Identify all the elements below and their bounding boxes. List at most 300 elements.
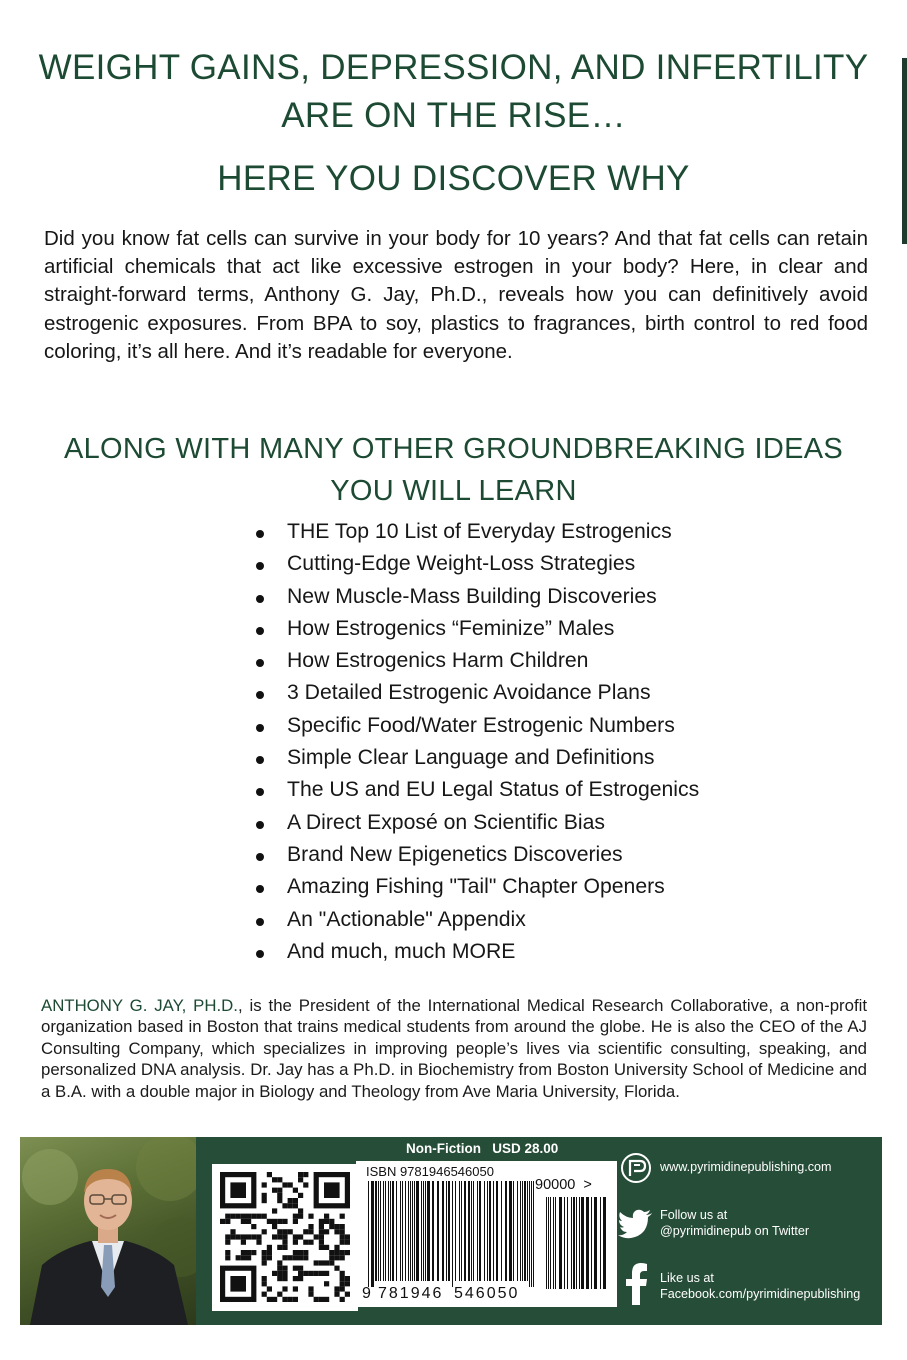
barcode-addon-bar (548, 1197, 549, 1289)
learn-heading (0, 428, 907, 512)
twitter-bird-icon (618, 1209, 654, 1239)
qr-module (288, 1297, 293, 1302)
qr-module (288, 1198, 293, 1203)
qr-module (267, 1245, 272, 1250)
list-item-text: New Muscle-Mass Building Discoveries (287, 584, 657, 608)
qr-module (319, 1234, 324, 1239)
qr-module (262, 1193, 267, 1198)
qr-module (246, 1234, 251, 1239)
qr-module (324, 1219, 329, 1224)
list-item (256, 807, 699, 839)
qr-module (236, 1214, 241, 1219)
qr-module (251, 1224, 256, 1229)
barcode-lead-digit: 9 (362, 1285, 371, 1302)
barcode-addon-bar (576, 1197, 577, 1289)
list-item (256, 839, 699, 871)
qr-module (303, 1255, 308, 1260)
list-item-text: How Estrogenics “Feminize” Males (287, 616, 615, 640)
qr-module (277, 1234, 282, 1239)
qr-module (225, 1214, 230, 1219)
qr-module (225, 1240, 230, 1245)
barcode-bar (531, 1181, 532, 1287)
qr-module (246, 1250, 251, 1255)
qr-module (345, 1292, 350, 1297)
qr-module (230, 1214, 235, 1219)
barcode-bar (390, 1181, 391, 1281)
qr-module (262, 1182, 267, 1187)
qr-module (324, 1245, 329, 1250)
headline (0, 44, 907, 140)
qr-module (298, 1255, 303, 1260)
qr-module (334, 1229, 339, 1234)
list-item (256, 710, 699, 742)
qr-module (267, 1286, 272, 1291)
qr-finder-center (324, 1182, 340, 1198)
qr-module (282, 1234, 287, 1239)
qr-module (282, 1276, 287, 1281)
qr-module (319, 1260, 324, 1265)
barcode-addon-bar (581, 1197, 584, 1289)
qr-module (272, 1234, 277, 1239)
bullet-dot-icon (256, 659, 264, 667)
qr-module (288, 1203, 293, 1208)
qr-module (308, 1292, 313, 1297)
list-item-text: An "Actionable" Appendix (287, 907, 526, 931)
author-name: ANTHONY G. JAY, PH.D. (41, 996, 238, 1015)
barcode-addon-bar (555, 1197, 556, 1289)
facebook-f-icon (626, 1263, 648, 1305)
barcode-addon-bar (559, 1197, 562, 1289)
qr-module (225, 1219, 230, 1224)
qr-module (277, 1193, 282, 1198)
qr-module (340, 1229, 345, 1234)
qr-module (319, 1229, 324, 1234)
qr-module (319, 1271, 324, 1276)
qr-module (267, 1250, 272, 1255)
qr-module (293, 1234, 298, 1239)
qr-module (324, 1271, 329, 1276)
qr-module (241, 1255, 246, 1260)
qr-module (324, 1229, 329, 1234)
barcode-addon-bar (591, 1197, 592, 1289)
qr-module (329, 1260, 334, 1265)
twitter-line-1: Follow us at (660, 1208, 728, 1222)
back-cover-banner (20, 1137, 882, 1325)
twitter-line-2: @pyrimidinepub on Twitter (660, 1224, 810, 1238)
barcode-bar (464, 1181, 466, 1281)
qr-module (272, 1219, 277, 1224)
qr-module (293, 1297, 298, 1302)
bullet-dot-icon (256, 562, 264, 570)
barcode-addon-bar (571, 1197, 572, 1289)
qr-module (303, 1229, 308, 1234)
author-bio-text: , is the President of the International Medical Research Collaborative, a non-profit organization based in Boston that trains medical students from around the globe. He is also the CEO of the AJ Consulting Company, which specializes in improving people’s lives via scientific consulting, speaking, and personalized DNA analysis. Dr. Jay has a Ph.D. in Biochemistry from Boston University School of Medicine and a B.A. with a double major in Biology and Theology from Ave Maria University, Florida. (41, 996, 868, 1101)
qr-module (262, 1198, 267, 1203)
qr-module (256, 1214, 261, 1219)
twitter-follow (660, 1207, 809, 1239)
barcode-bar (487, 1181, 488, 1281)
qr-module (251, 1250, 256, 1255)
qr-module (277, 1188, 282, 1193)
bullet-dot-icon (256, 918, 264, 926)
qr-code (212, 1164, 358, 1311)
barcode-digits-left: 781946 (378, 1285, 444, 1302)
qr-module (308, 1271, 313, 1276)
barcode-bar (425, 1181, 426, 1281)
qr-module (324, 1281, 329, 1286)
qr-module (225, 1250, 230, 1255)
qr-module (303, 1250, 308, 1255)
barcode-bar (489, 1181, 491, 1281)
list-item-text: THE Top 10 List of Everyday Estrogenics (287, 520, 672, 543)
qr-module (293, 1286, 298, 1291)
qr-module (241, 1219, 246, 1224)
list-item-text: The US and EU Legal Status of Estrogenics (287, 778, 700, 802)
qr-module (246, 1214, 251, 1219)
barcode-bar (493, 1181, 494, 1281)
price-label: USD 28.00 (492, 1141, 559, 1156)
qr-module (267, 1219, 272, 1224)
barcode-bar (392, 1181, 394, 1281)
barcode-bar (533, 1181, 534, 1287)
qr-module (262, 1255, 267, 1260)
headline-line-2: ARE ON THE RISE… (281, 96, 626, 135)
qr-module (282, 1245, 287, 1250)
qr-module (293, 1219, 298, 1224)
barcode-bar (423, 1181, 424, 1281)
qr-module (251, 1214, 256, 1219)
list-item (256, 677, 699, 709)
qr-module (298, 1172, 303, 1177)
qr-module (298, 1271, 303, 1276)
barcode-bar (479, 1181, 481, 1281)
qr-module (345, 1281, 350, 1286)
qr-module (282, 1271, 287, 1276)
barcode-bar (446, 1181, 447, 1281)
barcode-bar (442, 1181, 444, 1281)
barcode-bar (529, 1181, 530, 1287)
barcode-bar (421, 1181, 422, 1281)
qr-finder-center (230, 1276, 246, 1292)
barcode-bar (380, 1181, 381, 1281)
qr-module (303, 1182, 308, 1187)
qr-module (262, 1229, 267, 1234)
qr-module (288, 1229, 293, 1234)
barcode-bar (473, 1181, 474, 1281)
list-item (256, 742, 699, 774)
qr-module (324, 1214, 329, 1219)
feature-list (256, 516, 699, 968)
qr-module (308, 1214, 313, 1219)
qr-module (262, 1292, 267, 1297)
qr-module (303, 1240, 308, 1245)
qr-module (272, 1271, 277, 1276)
barcode-bar (513, 1181, 514, 1281)
qr-module (298, 1266, 303, 1271)
barcode-bar (400, 1181, 401, 1281)
qr-module (277, 1271, 282, 1276)
barcode-bar (402, 1181, 403, 1281)
barcode-bar (385, 1181, 386, 1281)
qr-module (340, 1250, 345, 1255)
qr-module (241, 1234, 246, 1239)
qr-module (262, 1276, 267, 1281)
facebook-line-1: Like us at (660, 1271, 714, 1285)
qr-module (225, 1255, 230, 1260)
qr-module (298, 1214, 303, 1219)
headline-line-1: WEIGHT GAINS, DEPRESSION, AND INFERTILITY (38, 48, 869, 87)
category-label: Non-Fiction (406, 1141, 481, 1156)
barcode-bar (477, 1181, 478, 1281)
learn-heading-line-1: ALONG WITH MANY OTHER GROUNDBREAKING IDEAS (63, 433, 844, 465)
list-item (256, 936, 699, 968)
price-code-arrow: > (583, 1177, 592, 1193)
barcode-bar (416, 1181, 419, 1281)
price-code-number: 90000 (535, 1177, 576, 1193)
qr-module (314, 1260, 319, 1265)
qr-module (288, 1182, 293, 1187)
barcode-digits-right: 546050 (454, 1285, 520, 1302)
qr-module (303, 1271, 308, 1276)
bullet-dot-icon (256, 756, 264, 764)
qr-module (319, 1219, 324, 1224)
barcode-bar (427, 1181, 430, 1281)
qr-module (236, 1255, 241, 1260)
qr-module (220, 1219, 225, 1224)
qr-module (246, 1255, 251, 1260)
barcode-bar (396, 1181, 397, 1281)
qr-module (241, 1214, 246, 1219)
bullet-dot-icon (256, 950, 264, 958)
barcode-bar (432, 1181, 434, 1281)
barcode-bar (383, 1181, 384, 1281)
barcode-bar (448, 1181, 450, 1281)
qr-module (319, 1245, 324, 1250)
barcode-addon-bar (567, 1197, 568, 1289)
qr-module (282, 1240, 287, 1245)
barcode-bar (468, 1181, 470, 1281)
barcode-bar (505, 1181, 507, 1281)
barcode-addon-bar (546, 1197, 547, 1289)
barcode-bar (375, 1181, 377, 1281)
bullet-dot-icon (256, 530, 264, 538)
qr-module (340, 1286, 345, 1291)
barcode-bar (496, 1181, 498, 1281)
qr-module (241, 1250, 246, 1255)
barcode-bar (452, 1181, 453, 1287)
qr-code-graphic (212, 1164, 358, 1311)
qr-module (298, 1208, 303, 1213)
qr-module (282, 1297, 287, 1302)
qr-module (340, 1297, 345, 1302)
facebook-line-2: Facebook.com/pyrimidinepublishing (660, 1287, 861, 1301)
barcode-bar (527, 1181, 528, 1281)
qr-module (293, 1250, 298, 1255)
qr-module (288, 1255, 293, 1260)
qr-module (282, 1219, 287, 1224)
barcode-bar (414, 1181, 415, 1281)
qr-module (262, 1260, 267, 1265)
qr-module (282, 1182, 287, 1187)
isbn-barcode (356, 1161, 617, 1307)
qr-module (277, 1229, 282, 1234)
qr-module (308, 1286, 313, 1291)
qr-module (277, 1245, 282, 1250)
qr-module (293, 1266, 298, 1271)
qr-module (298, 1234, 303, 1239)
bullet-dot-icon (256, 853, 264, 861)
barcode-addon-bar (603, 1197, 606, 1289)
qr-module (308, 1240, 313, 1245)
barcode-bar (455, 1181, 456, 1281)
author-photo (20, 1137, 196, 1325)
qr-module (345, 1276, 350, 1281)
qr-module (282, 1229, 287, 1234)
barcode-addon-bar (594, 1197, 597, 1289)
isbn-label: ISBN 9781946546050 (366, 1164, 494, 1179)
qr-module (319, 1240, 324, 1245)
bullet-dot-icon (256, 595, 264, 603)
qr-module (256, 1234, 261, 1239)
list-item-text: How Estrogenics Harm Children (287, 649, 589, 673)
qr-finder-center (230, 1182, 246, 1198)
qr-module (314, 1271, 319, 1276)
qr-module (345, 1240, 350, 1245)
barcode-addon-bar (579, 1197, 580, 1289)
qr-module (277, 1219, 282, 1224)
list-item (256, 904, 699, 936)
qr-module (293, 1255, 298, 1260)
bullet-dot-icon (256, 885, 264, 893)
list-item (256, 871, 699, 903)
price-line (406, 1141, 558, 1156)
qr-module (334, 1255, 339, 1260)
author-bio (41, 995, 867, 1102)
qr-module (319, 1224, 324, 1229)
qr-module (329, 1224, 334, 1229)
list-item-text: Specific Food/Water Estrogenic Numbers (287, 713, 675, 737)
qr-module (345, 1250, 350, 1255)
learn-heading-line-2: YOU WILL LEARN (330, 475, 577, 507)
list-item-text: Brand New Epigenetics Discoveries (287, 842, 623, 866)
barcode-bar (509, 1181, 512, 1281)
facebook-follow (660, 1270, 860, 1302)
barcode-bar (405, 1181, 406, 1281)
barcode-bar (410, 1181, 411, 1281)
qr-module (340, 1255, 345, 1260)
list-item (256, 516, 699, 548)
qr-module (324, 1260, 329, 1265)
barcode-bars-addon (546, 1197, 608, 1295)
list-item (256, 645, 699, 677)
barcode-addon-bar (564, 1197, 565, 1289)
barcode-bar (408, 1181, 409, 1281)
qr-module (272, 1208, 277, 1213)
barcode-bar (484, 1181, 485, 1281)
qr-module (272, 1188, 277, 1193)
list-item (256, 581, 699, 613)
qr-module (277, 1260, 282, 1265)
qr-module (298, 1177, 303, 1182)
barcode-addon-bar (600, 1197, 601, 1289)
qr-module (225, 1234, 230, 1239)
qr-module (277, 1177, 282, 1182)
barcode-bar (501, 1181, 502, 1281)
qr-module (298, 1276, 303, 1281)
qr-module (340, 1240, 345, 1245)
qr-module (282, 1266, 287, 1271)
qr-module (340, 1281, 345, 1286)
barcode-addon-bar (573, 1197, 575, 1289)
qr-module (340, 1224, 345, 1229)
qr-module (277, 1266, 282, 1271)
barcode-addon-bar (550, 1197, 551, 1289)
barcode-bar (471, 1181, 472, 1281)
list-item-text: Cutting-Edge Weight-Loss Strategies (287, 552, 636, 576)
qr-module (340, 1214, 345, 1219)
qr-module (277, 1198, 282, 1203)
qr-module (262, 1214, 267, 1219)
qr-module (277, 1276, 282, 1281)
qr-module (329, 1219, 334, 1224)
qr-module (262, 1250, 267, 1255)
qr-module (329, 1255, 334, 1260)
list-item-text: And much, much MORE (287, 939, 516, 963)
list-item-text: Simple Clear Language and Definitions (287, 746, 655, 770)
list-item-text: Amazing Fishing "Tail" Chapter Openers (287, 875, 665, 899)
bullet-dot-icon (256, 788, 264, 796)
bullet-dot-icon (256, 691, 264, 699)
qr-module (272, 1177, 277, 1182)
qr-module (340, 1276, 345, 1281)
barcode-bar (520, 1181, 521, 1281)
qr-module (293, 1198, 298, 1203)
qr-module (293, 1276, 298, 1281)
qr-module (282, 1286, 287, 1291)
qr-module (272, 1297, 277, 1302)
qr-module (267, 1297, 272, 1302)
list-item (256, 613, 699, 645)
list-item (256, 774, 699, 806)
qr-module (334, 1286, 339, 1291)
qr-module (298, 1250, 303, 1255)
qr-module (314, 1297, 319, 1302)
qr-module (334, 1250, 339, 1255)
barcode-bar (371, 1181, 374, 1287)
qr-module (308, 1229, 313, 1234)
qr-module (308, 1224, 313, 1229)
qr-module (277, 1292, 282, 1297)
list-item (256, 548, 699, 580)
qr-module (334, 1224, 339, 1229)
bullet-dot-icon (256, 724, 264, 732)
publisher-website: www.pyrimidinepublishing.com (660, 1160, 832, 1174)
qr-module (293, 1188, 298, 1193)
qr-module (329, 1250, 334, 1255)
qr-module (282, 1203, 287, 1208)
barcode-bar (412, 1181, 413, 1281)
qr-module (293, 1203, 298, 1208)
qr-module (236, 1234, 241, 1239)
qr-module (246, 1219, 251, 1224)
barcode-bar (437, 1181, 439, 1281)
qr-module (241, 1240, 246, 1245)
qr-module (334, 1266, 339, 1271)
list-item-text: 3 Detailed Estrogenic Avoidance Plans (287, 681, 651, 705)
barcode-bar (459, 1181, 460, 1281)
barcode-bar (368, 1181, 369, 1287)
qr-module (282, 1255, 287, 1260)
